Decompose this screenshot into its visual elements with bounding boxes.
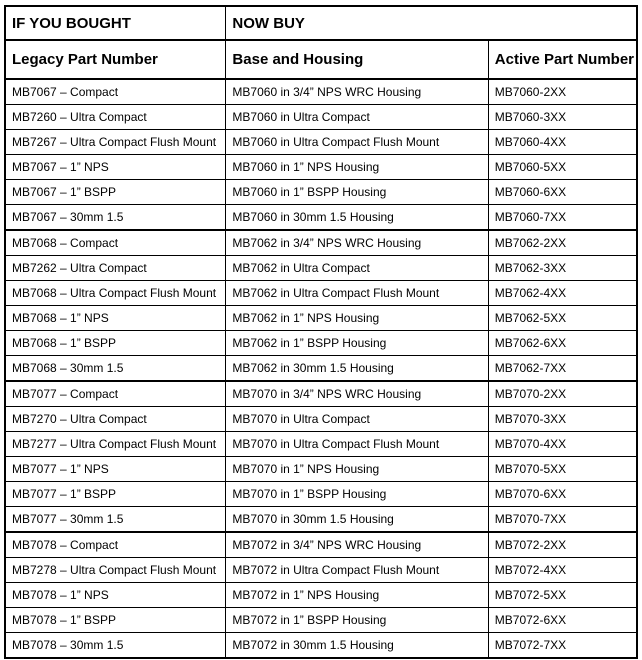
legacy-part-number-cell: MB7277 – Ultra Compact Flush Mount	[5, 432, 226, 457]
table-row	[5, 381, 637, 407]
table-row	[5, 331, 637, 356]
base-and-housing-cell: MB7072 in 1” BSPP Housing	[226, 608, 488, 633]
base-and-housing-cell: MB7062 in Ultra Compact	[226, 256, 488, 281]
active-part-number-cell: MB7072-2XX	[488, 532, 637, 558]
legacy-part-number-cell: MB7078 – 1” BSPP	[5, 608, 226, 633]
active-part-number-cell: MB7060-3XX	[488, 105, 637, 130]
table-row	[5, 230, 637, 256]
legacy-part-number-cell: MB7260 – Ultra Compact	[5, 105, 226, 130]
base-and-housing-cell: MB7062 in 30mm 1.5 Housing	[226, 356, 488, 382]
active-part-number-cell: MB7060-2XX	[488, 79, 637, 105]
base-and-housing-cell: MB7072 in 1” NPS Housing	[226, 583, 488, 608]
legacy-part-number-cell: MB7067 – 1” NPS	[5, 155, 226, 180]
base-and-housing-cell: MB7062 in 1” NPS Housing	[226, 306, 488, 331]
top-header-row	[5, 6, 637, 40]
active-part-number-cell: MB7060-4XX	[488, 130, 637, 155]
legacy-part-number-cell: MB7067 – 30mm 1.5	[5, 205, 226, 231]
active-part-number-cell: MB7060-6XX	[488, 180, 637, 205]
active-part-number-cell: MB7072-4XX	[488, 558, 637, 583]
active-part-number-cell: MB7070-3XX	[488, 407, 637, 432]
table-row	[5, 130, 637, 155]
active-part-number-cell: MB7060-5XX	[488, 155, 637, 180]
legacy-part-number-header: Legacy Part Number	[5, 40, 226, 79]
base-and-housing-cell: MB7062 in 1” BSPP Housing	[226, 331, 488, 356]
base-and-housing-cell: MB7070 in 30mm 1.5 Housing	[226, 507, 488, 533]
table-row	[5, 256, 637, 281]
legacy-part-number-cell: MB7078 – 30mm 1.5	[5, 633, 226, 659]
table-body	[5, 79, 637, 658]
table-row	[5, 155, 637, 180]
replacement-parts-table-container	[4, 5, 638, 659]
active-part-number-cell: MB7062-7XX	[488, 356, 637, 382]
legacy-part-number-cell: MB7068 – Compact	[5, 230, 226, 256]
base-and-housing-cell: MB7060 in 1” NPS Housing	[226, 155, 488, 180]
active-part-number-cell: MB7072-5XX	[488, 583, 637, 608]
legacy-part-number-cell: MB7077 – 1” BSPP	[5, 482, 226, 507]
table-row	[5, 79, 637, 105]
table-row	[5, 457, 637, 482]
active-part-number-cell: MB7062-2XX	[488, 230, 637, 256]
if-you-bought-header: IF YOU BOUGHT	[5, 6, 226, 40]
legacy-part-number-cell: MB7270 – Ultra Compact	[5, 407, 226, 432]
active-part-number-cell: MB7062-6XX	[488, 331, 637, 356]
active-part-number-header: Active Part Number	[488, 40, 637, 79]
active-part-number-cell: MB7070-6XX	[488, 482, 637, 507]
active-part-number-cell: MB7070-4XX	[488, 432, 637, 457]
table-row	[5, 205, 637, 231]
table-row	[5, 558, 637, 583]
active-part-number-cell: MB7072-7XX	[488, 633, 637, 659]
active-part-number-cell: MB7070-5XX	[488, 457, 637, 482]
legacy-part-number-cell: MB7278 – Ultra Compact Flush Mount	[5, 558, 226, 583]
table-row	[5, 281, 637, 306]
base-and-housing-cell: MB7070 in Ultra Compact	[226, 407, 488, 432]
legacy-part-number-cell: MB7077 – 1” NPS	[5, 457, 226, 482]
legacy-part-number-cell: MB7067 – Compact	[5, 79, 226, 105]
legacy-part-number-cell: MB7267 – Ultra Compact Flush Mount	[5, 130, 226, 155]
legacy-part-number-cell: MB7078 – 1” NPS	[5, 583, 226, 608]
base-and-housing-cell: MB7060 in 30mm 1.5 Housing	[226, 205, 488, 231]
table-row	[5, 105, 637, 130]
base-and-housing-cell: MB7062 in Ultra Compact Flush Mount	[226, 281, 488, 306]
base-and-housing-cell: MB7060 in Ultra Compact Flush Mount	[226, 130, 488, 155]
now-buy-header: NOW BUY	[226, 6, 637, 40]
base-and-housing-cell: MB7072 in 30mm 1.5 Housing	[226, 633, 488, 659]
legacy-part-number-cell: MB7078 – Compact	[5, 532, 226, 558]
active-part-number-cell: MB7062-3XX	[488, 256, 637, 281]
legacy-part-number-cell: MB7067 – 1” BSPP	[5, 180, 226, 205]
base-and-housing-cell: MB7070 in 1” BSPP Housing	[226, 482, 488, 507]
table-row	[5, 583, 637, 608]
base-and-housing-cell: MB7072 in 3/4” NPS WRC Housing	[226, 532, 488, 558]
legacy-part-number-cell: MB7262 – Ultra Compact	[5, 256, 226, 281]
active-part-number-cell: MB7060-7XX	[488, 205, 637, 231]
table-row	[5, 482, 637, 507]
replacement-parts-table	[4, 5, 638, 659]
table-row	[5, 180, 637, 205]
active-part-number-cell: MB7062-5XX	[488, 306, 637, 331]
active-part-number-cell: MB7070-7XX	[488, 507, 637, 533]
legacy-part-number-cell: MB7077 – Compact	[5, 381, 226, 407]
table-row	[5, 432, 637, 457]
base-and-housing-cell: MB7060 in 3/4” NPS WRC Housing	[226, 79, 488, 105]
column-header-row	[5, 40, 637, 79]
base-and-housing-cell: MB7060 in 1” BSPP Housing	[226, 180, 488, 205]
table-row	[5, 532, 637, 558]
active-part-number-cell: MB7072-6XX	[488, 608, 637, 633]
table-row	[5, 633, 637, 659]
base-and-housing-cell: MB7070 in 1” NPS Housing	[226, 457, 488, 482]
legacy-part-number-cell: MB7077 – 30mm 1.5	[5, 507, 226, 533]
table-row	[5, 507, 637, 533]
base-and-housing-header: Base and Housing	[226, 40, 488, 79]
table-row	[5, 306, 637, 331]
base-and-housing-cell: MB7060 in Ultra Compact	[226, 105, 488, 130]
legacy-part-number-cell: MB7068 – 1” NPS	[5, 306, 226, 331]
base-and-housing-cell: MB7070 in 3/4” NPS WRC Housing	[226, 381, 488, 407]
base-and-housing-cell: MB7072 in Ultra Compact Flush Mount	[226, 558, 488, 583]
active-part-number-cell: MB7070-2XX	[488, 381, 637, 407]
active-part-number-cell: MB7062-4XX	[488, 281, 637, 306]
base-and-housing-cell: MB7062 in 3/4” NPS WRC Housing	[226, 230, 488, 256]
legacy-part-number-cell: MB7068 – Ultra Compact Flush Mount	[5, 281, 226, 306]
table-row	[5, 608, 637, 633]
table-row	[5, 356, 637, 382]
legacy-part-number-cell: MB7068 – 30mm 1.5	[5, 356, 226, 382]
base-and-housing-cell: MB7070 in Ultra Compact Flush Mount	[226, 432, 488, 457]
legacy-part-number-cell: MB7068 – 1” BSPP	[5, 331, 226, 356]
table-row	[5, 407, 637, 432]
